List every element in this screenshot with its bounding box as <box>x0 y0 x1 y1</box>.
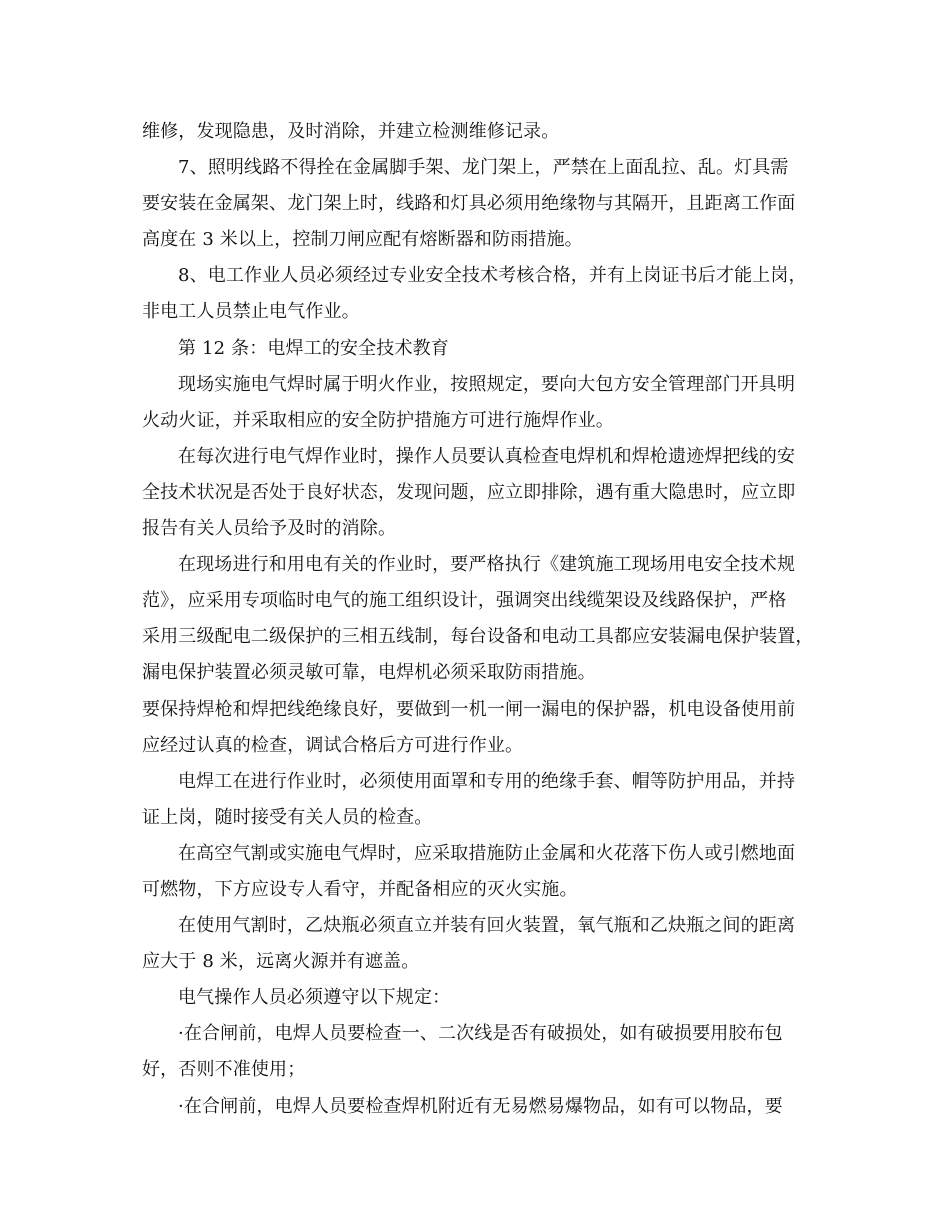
text-line: 证上岗，随时接受有关人员的检查。 <box>142 806 433 828</box>
document-body <box>142 114 812 1125</box>
text-line: 采用三级配电二级保护的三相五线制，每台设备和电动工具都应安装漏电保护装置， <box>142 626 814 648</box>
text-line: 在高空气割或实施电气焊时，应采取措施防止金属和火花落下伤人或引燃地面 <box>178 842 796 864</box>
text-line: 火动火证，并采取相应的安全防护措施方可进行施焊作业。 <box>142 409 614 431</box>
text-line: 7、照明线路不得拴在金属脚手架、龙门架上，严禁在上面乱拉、乱。灯具需 <box>178 157 789 179</box>
text-line: 非电工人员禁止电气作业。 <box>142 301 360 323</box>
text-line: 8、电工作业人员必须经过专业安全技术考核合格，并有上岗证书后才能上岗， <box>178 265 807 287</box>
text-line: 好，否则不准使用； <box>142 1059 306 1081</box>
text-line: ·在合闸前，电焊人员要检查一、二次线是否有破损处，如有破损要用胶布包 <box>178 1023 783 1045</box>
text-line: 现场实施电气焊时属于明火作业，按照规定，要向大包方安全管理部门开具明 <box>178 373 796 395</box>
text-line: 应大于 8 米，远离火源并有遮盖。 <box>142 951 420 973</box>
text-line: 报告有关人员给予及时的消除。 <box>142 518 397 540</box>
text-line: 要安装在金属架、龙门架上时，线路和灯具必须用绝缘物与其隔开，且距离工作面 <box>142 193 796 215</box>
text-line: 维修，发现隐患，及时消除，并建立检测维修记录。 <box>142 121 560 142</box>
text-line: 电焊工在进行作业时，必须使用面罩和专用的绝缘手套、帽等防护用品，并持 <box>178 770 796 792</box>
text-line: 在使用气割时，乙炔瓶必须直立并装有回火装置，氧气瓶和乙炔瓶之间的距离 <box>178 915 796 937</box>
text-line: ·在合闸前，电焊人员要检查焊机附近有无易燃易爆物品，如有可以物品，要 <box>178 1095 783 1117</box>
text-line: 电气操作人员必须遵守以下规定： <box>178 987 451 1009</box>
text-line: 漏电保护装置必须灵敏可靠，电焊机必须采取防雨措施。 <box>142 662 596 684</box>
text-line: 要保持焊枪和焊把线绝缘良好，要做到一机一闸一漏电的保护器，机电设备使用前 <box>142 698 796 720</box>
text-line: 全技术状况是否处于良好状态，发现问题，应立即排除，遇有重大隐患时，应立即 <box>142 481 796 503</box>
text-line: 应经过认真的检查，调试合格后方可进行作业。 <box>142 734 524 756</box>
text-line: 可燃物，下方应设专人看守，并配备相应的灭火实施。 <box>142 878 578 900</box>
text-line: 高度在 3 米以上，控制刀闸应配有熔断器和防雨措施。 <box>142 229 583 251</box>
text-line: 第 12 条：电焊工的安全技术教育 <box>178 337 449 359</box>
text-line: 在每次进行电气焊作业时，操作人员要认真检查电焊机和焊枪遗迹焊把线的安 <box>178 445 796 467</box>
text-line: 在现场进行和用电有关的作业时，要严格执行《建筑施工现场用电安全技术规 <box>178 554 796 576</box>
text-line: 范》，应采用专项临时电气的施工组织设计，强调突出线缆架设及线路保护，严格 <box>142 590 787 612</box>
